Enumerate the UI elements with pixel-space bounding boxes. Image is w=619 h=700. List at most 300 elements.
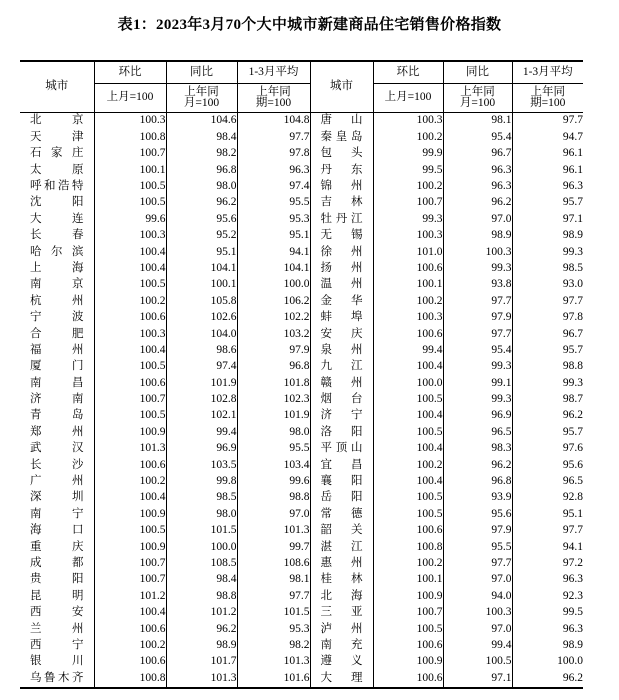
value-cell: 100.4 (373, 408, 443, 424)
value-cell: 95.6 (512, 457, 583, 473)
value-cell: 92.8 (512, 490, 583, 506)
city-cell: 大 连 (30, 212, 84, 225)
value-cell: 96.5 (512, 474, 583, 490)
value-cell: 98.8 (166, 588, 237, 604)
table-row (20, 392, 583, 408)
city-cell: 南 充 (310, 638, 373, 654)
city-cell: 杭 州 (30, 294, 84, 307)
value-cell: 99.4 (443, 638, 512, 654)
value-cell: 94.7 (512, 129, 583, 145)
city-cell: 三 亚 (310, 605, 373, 621)
city-cell: 锦 州 (310, 179, 373, 195)
table-header (20, 61, 583, 113)
value-cell: 95.6 (166, 211, 237, 227)
value-cell: 100.4 (373, 441, 443, 457)
value-cell: 104.1 (166, 261, 237, 277)
value-cell: 98.9 (512, 638, 583, 654)
city-cell: 常 德 (310, 506, 373, 522)
city-cell: 南 昌 (30, 376, 84, 389)
value-cell: 100.5 (373, 506, 443, 522)
value-cell: 97.0 (443, 572, 512, 588)
value-cell: 100.2 (373, 293, 443, 309)
city-cell: 丹 东 (310, 162, 373, 178)
city-cell: 兰 州 (30, 622, 84, 635)
city-cell: 洛 阳 (310, 424, 373, 440)
value-cell: 100.5 (373, 621, 443, 637)
city-cell: 北 海 (310, 588, 373, 604)
city-cell: 石 家 庄 (30, 147, 84, 160)
table-row (20, 179, 583, 195)
table-row (20, 588, 583, 604)
city-cell: 烟 台 (310, 392, 373, 408)
value-cell: 97.7 (237, 588, 310, 604)
city-cell: 唐 山 (310, 113, 373, 130)
price-index-table (20, 60, 583, 689)
table-row (20, 375, 583, 391)
value-cell: 100.2 (94, 293, 166, 309)
value-cell: 95.1 (512, 506, 583, 522)
value-cell: 98.9 (512, 228, 583, 244)
table-row (20, 113, 583, 130)
value-cell: 99.5 (373, 162, 443, 178)
city-cell: 泸 州 (310, 621, 373, 637)
value-cell: 100.5 (373, 392, 443, 408)
value-cell: 98.7 (512, 392, 583, 408)
city-cell: 北 京 (30, 114, 84, 127)
value-cell: 101.3 (237, 523, 310, 539)
value-cell: 108.6 (237, 556, 310, 572)
value-cell: 99.3 (443, 359, 512, 375)
header-mom: 环比 (94, 61, 166, 84)
value-cell: 94.1 (512, 539, 583, 555)
value-cell: 100.8 (373, 539, 443, 555)
city-cell: 深 圳 (30, 491, 84, 504)
value-cell: 100.7 (373, 195, 443, 211)
value-cell: 100.6 (94, 654, 166, 670)
value-cell: 97.8 (237, 146, 310, 162)
value-cell: 100.2 (373, 179, 443, 195)
table-row (20, 310, 583, 326)
value-cell: 98.4 (166, 129, 237, 145)
city-cell: 济 南 (30, 393, 84, 406)
value-cell: 100.3 (373, 113, 443, 130)
header-avg-base: 上年同 期=100 (237, 84, 310, 113)
value-cell: 93.0 (512, 277, 583, 293)
value-cell: 100.6 (373, 326, 443, 342)
city-cell: 银 川 (30, 655, 84, 668)
value-cell: 98.5 (512, 261, 583, 277)
header-mom: 环比 (373, 61, 443, 84)
city-cell: 吉 林 (310, 195, 373, 211)
value-cell: 97.4 (166, 359, 237, 375)
value-cell: 96.8 (443, 474, 512, 490)
value-cell: 97.2 (512, 556, 583, 572)
value-cell: 98.0 (237, 424, 310, 440)
value-cell: 95.7 (512, 195, 583, 211)
city-cell: 湛 江 (310, 539, 373, 555)
value-cell: 96.2 (512, 670, 583, 687)
city-cell: 桂 林 (310, 572, 373, 588)
value-cell: 100.7 (94, 392, 166, 408)
value-cell: 99.6 (237, 474, 310, 490)
value-cell: 100.9 (373, 654, 443, 670)
value-cell: 98.5 (166, 490, 237, 506)
city-cell: 长 春 (30, 229, 84, 242)
value-cell: 103.2 (237, 326, 310, 342)
city-cell: 重 庆 (30, 540, 84, 553)
city-cell: 宜 昌 (310, 457, 373, 473)
value-cell: 95.1 (166, 244, 237, 260)
value-cell: 98.0 (166, 506, 237, 522)
value-cell: 100.1 (166, 277, 237, 293)
city-cell: 大 理 (310, 670, 373, 687)
value-cell: 96.2 (443, 195, 512, 211)
value-cell: 97.1 (512, 211, 583, 227)
value-cell: 102.8 (166, 392, 237, 408)
value-cell: 96.8 (237, 359, 310, 375)
value-cell: 96.7 (443, 146, 512, 162)
value-cell: 98.2 (166, 146, 237, 162)
value-cell: 100.5 (94, 179, 166, 195)
city-cell: 哈 尔 滨 (30, 245, 84, 258)
value-cell: 96.2 (166, 195, 237, 211)
value-cell: 100.2 (373, 129, 443, 145)
value-cell: 97.8 (512, 310, 583, 326)
value-cell: 101.8 (237, 375, 310, 391)
value-cell: 96.7 (512, 326, 583, 342)
value-cell: 100.4 (94, 342, 166, 358)
value-cell: 104.8 (237, 113, 310, 130)
value-cell: 97.7 (512, 523, 583, 539)
value-cell: 97.7 (512, 113, 583, 130)
value-cell: 96.9 (443, 408, 512, 424)
value-cell: 100.1 (94, 162, 166, 178)
value-cell: 100.4 (94, 261, 166, 277)
value-cell: 99.4 (166, 424, 237, 440)
value-cell: 98.1 (237, 572, 310, 588)
value-cell: 97.0 (237, 506, 310, 522)
value-cell: 100.8 (94, 670, 166, 687)
value-cell: 100.1 (373, 277, 443, 293)
city-cell: 遵 义 (310, 654, 373, 670)
header-mom-base: 上月=100 (94, 84, 166, 113)
value-cell: 100.3 (94, 228, 166, 244)
value-cell: 102.6 (166, 310, 237, 326)
value-cell: 100.4 (373, 359, 443, 375)
value-cell: 98.6 (166, 342, 237, 358)
value-cell: 93.8 (443, 277, 512, 293)
value-cell: 99.4 (373, 342, 443, 358)
city-cell: 徐 州 (310, 244, 373, 260)
table-row (20, 261, 583, 277)
city-cell: 成 都 (30, 556, 84, 569)
city-cell: 九 江 (310, 359, 373, 375)
value-cell: 101.2 (166, 605, 237, 621)
table-row (20, 506, 583, 522)
city-cell: 岳 阳 (310, 490, 373, 506)
value-cell: 96.1 (512, 162, 583, 178)
table-row (20, 572, 583, 588)
value-cell: 96.3 (512, 572, 583, 588)
city-cell: 西 宁 (30, 638, 84, 651)
value-cell: 100.6 (94, 621, 166, 637)
value-cell: 97.4 (237, 179, 310, 195)
value-cell: 101.3 (94, 441, 166, 457)
value-cell: 100.6 (373, 638, 443, 654)
city-cell: 青 岛 (30, 409, 84, 422)
value-cell: 95.4 (443, 342, 512, 358)
city-cell: 福 州 (30, 343, 84, 356)
value-cell: 96.3 (443, 179, 512, 195)
value-cell: 100.7 (94, 556, 166, 572)
city-cell: 郑 州 (30, 425, 84, 438)
value-cell: 101.3 (166, 670, 237, 687)
value-cell: 100.7 (373, 605, 443, 621)
value-cell: 100.9 (373, 588, 443, 604)
value-cell: 95.5 (237, 441, 310, 457)
city-cell: 呼 和 浩 特 (30, 180, 84, 192)
city-cell: 扬 州 (310, 261, 373, 277)
value-cell: 95.6 (443, 506, 512, 522)
city-cell: 韶 关 (310, 523, 373, 539)
value-cell: 96.9 (166, 441, 237, 457)
value-cell: 95.1 (237, 228, 310, 244)
city-cell: 海 口 (30, 524, 84, 537)
value-cell: 96.3 (237, 162, 310, 178)
city-cell: 昆 明 (30, 589, 84, 602)
value-cell: 99.3 (373, 211, 443, 227)
value-cell: 100.7 (94, 146, 166, 162)
value-cell: 96.8 (166, 162, 237, 178)
header-city: 城市 (310, 61, 373, 113)
table-row (20, 539, 583, 555)
table-row (20, 342, 583, 358)
value-cell: 100.7 (94, 572, 166, 588)
table-row (20, 670, 583, 687)
value-cell: 94.0 (443, 588, 512, 604)
value-cell: 95.5 (443, 539, 512, 555)
value-cell: 98.9 (443, 228, 512, 244)
table-row (20, 277, 583, 293)
value-cell: 97.0 (443, 621, 512, 637)
value-cell: 101.7 (166, 654, 237, 670)
value-cell: 100.8 (94, 129, 166, 145)
city-cell: 南 宁 (30, 507, 84, 520)
value-cell: 100.5 (443, 654, 512, 670)
city-cell: 赣 州 (310, 375, 373, 391)
value-cell: 98.4 (166, 572, 237, 588)
value-cell: 101.5 (237, 605, 310, 621)
value-cell: 101.5 (166, 523, 237, 539)
table-row (20, 162, 583, 178)
value-cell: 100.2 (373, 457, 443, 473)
value-cell: 97.6 (512, 441, 583, 457)
value-cell: 99.6 (94, 211, 166, 227)
table-row (20, 408, 583, 424)
city-cell: 广 州 (30, 475, 84, 488)
value-cell: 100.4 (94, 490, 166, 506)
value-cell: 100.2 (94, 638, 166, 654)
value-cell: 98.2 (237, 638, 310, 654)
value-cell: 99.7 (237, 539, 310, 555)
table-row (20, 523, 583, 539)
city-cell: 合 肥 (30, 327, 84, 340)
value-cell: 97.9 (443, 310, 512, 326)
header-city: 城市 (45, 80, 69, 93)
value-cell: 100.3 (373, 310, 443, 326)
value-cell: 100.3 (94, 113, 166, 130)
value-cell: 101.0 (373, 244, 443, 260)
value-cell: 97.7 (512, 293, 583, 309)
city-cell: 厦 门 (30, 360, 84, 373)
value-cell: 97.7 (443, 293, 512, 309)
table-row (20, 195, 583, 211)
table-row (20, 146, 583, 162)
table-row (20, 654, 583, 670)
value-cell: 101.9 (166, 375, 237, 391)
value-cell: 100.5 (373, 490, 443, 506)
value-cell: 99.3 (443, 261, 512, 277)
table-row (20, 129, 583, 145)
value-cell: 99.1 (443, 375, 512, 391)
table-row (20, 605, 583, 621)
header-avg: 1-3月平均 (512, 61, 583, 84)
value-cell: 100.6 (373, 261, 443, 277)
value-cell: 104.1 (237, 261, 310, 277)
table-title: 表1：2023年3月70个大中城市新建商品住宅销售价格指数 (117, 17, 502, 33)
value-cell: 97.7 (237, 129, 310, 145)
city-cell: 包 头 (310, 146, 373, 162)
value-cell: 96.1 (512, 146, 583, 162)
table-row (20, 490, 583, 506)
value-cell: 97.1 (443, 670, 512, 687)
table-row (20, 211, 583, 227)
city-cell: 秦 皇 岛 (310, 129, 373, 145)
header-yoy: 同比 (443, 61, 512, 84)
value-cell: 95.5 (237, 195, 310, 211)
value-cell: 99.9 (373, 146, 443, 162)
table-row (20, 326, 583, 342)
value-cell: 100.5 (94, 408, 166, 424)
value-cell: 99.5 (512, 605, 583, 621)
value-cell: 96.3 (512, 179, 583, 195)
value-cell: 106.2 (237, 293, 310, 309)
city-cell: 西 安 (30, 606, 84, 619)
value-cell: 99.8 (166, 474, 237, 490)
value-cell: 100.3 (443, 244, 512, 260)
value-cell: 96.2 (443, 457, 512, 473)
table-row (20, 441, 583, 457)
value-cell: 100.2 (373, 556, 443, 572)
table-body (20, 113, 583, 688)
value-cell: 100.3 (373, 228, 443, 244)
value-cell: 100.0 (166, 539, 237, 555)
city-cell: 太 原 (30, 163, 84, 176)
value-cell: 98.8 (237, 490, 310, 506)
value-cell: 100.0 (237, 277, 310, 293)
city-cell: 泉 州 (310, 342, 373, 358)
value-cell: 100.1 (373, 572, 443, 588)
value-cell: 100.5 (94, 359, 166, 375)
value-cell: 100.6 (94, 310, 166, 326)
value-cell: 100.6 (94, 375, 166, 391)
value-cell: 101.6 (237, 670, 310, 687)
header-yoy-base: 上年同 月=100 (166, 84, 237, 113)
table-row (20, 359, 583, 375)
value-cell: 100.5 (94, 277, 166, 293)
value-cell: 98.1 (443, 113, 512, 130)
value-cell: 97.7 (443, 326, 512, 342)
value-cell: 102.2 (237, 310, 310, 326)
value-cell: 93.9 (443, 490, 512, 506)
city-cell: 贵 阳 (30, 573, 84, 586)
value-cell: 97.7 (443, 556, 512, 572)
value-cell: 98.0 (166, 179, 237, 195)
value-cell: 100.0 (373, 375, 443, 391)
table-row (20, 424, 583, 440)
header-avg: 1-3月平均 (237, 61, 310, 84)
value-cell: 100.3 (94, 326, 166, 342)
value-cell: 100.4 (373, 474, 443, 490)
city-cell: 乌 鲁 木 齐 (30, 671, 84, 684)
city-cell: 襄 阳 (310, 474, 373, 490)
header-mom-base: 上月=100 (373, 84, 443, 113)
value-cell: 99.3 (512, 244, 583, 260)
city-cell: 宁 波 (30, 311, 84, 324)
value-cell: 101.2 (94, 588, 166, 604)
value-cell: 98.9 (166, 638, 237, 654)
table-row (20, 228, 583, 244)
city-cell: 武 汉 (30, 442, 84, 455)
table-row (20, 621, 583, 637)
value-cell: 102.3 (237, 392, 310, 408)
city-cell: 天 津 (30, 130, 84, 143)
table-row (20, 244, 583, 260)
value-cell: 101.3 (237, 654, 310, 670)
city-cell: 上 海 (30, 261, 84, 274)
city-cell: 长 沙 (30, 458, 84, 471)
value-cell: 98.8 (512, 359, 583, 375)
header-yoy-base: 上年同 月=100 (443, 84, 512, 113)
city-cell: 牡 丹 江 (310, 211, 373, 227)
value-cell: 104.0 (166, 326, 237, 342)
value-cell: 104.6 (166, 113, 237, 130)
value-cell: 95.2 (166, 228, 237, 244)
table-row (20, 474, 583, 490)
table-row (20, 457, 583, 473)
value-cell: 103.4 (237, 457, 310, 473)
value-cell: 108.5 (166, 556, 237, 572)
header-avg-base: 上年同 期=100 (512, 84, 583, 113)
city-cell: 南 京 (30, 278, 84, 291)
value-cell: 101.9 (237, 408, 310, 424)
value-cell: 97.0 (443, 211, 512, 227)
value-cell: 95.3 (237, 211, 310, 227)
value-cell: 100.9 (94, 506, 166, 522)
table-row (20, 293, 583, 309)
table-row (20, 638, 583, 654)
value-cell: 100.9 (94, 539, 166, 555)
value-cell: 100.4 (94, 605, 166, 621)
header-yoy: 同比 (166, 61, 237, 84)
value-cell: 92.3 (512, 588, 583, 604)
value-cell: 103.5 (166, 457, 237, 473)
value-cell: 96.2 (166, 621, 237, 637)
city-cell: 济 宁 (310, 408, 373, 424)
value-cell: 100.6 (373, 523, 443, 539)
value-cell: 96.3 (512, 621, 583, 637)
value-cell: 100.9 (94, 424, 166, 440)
